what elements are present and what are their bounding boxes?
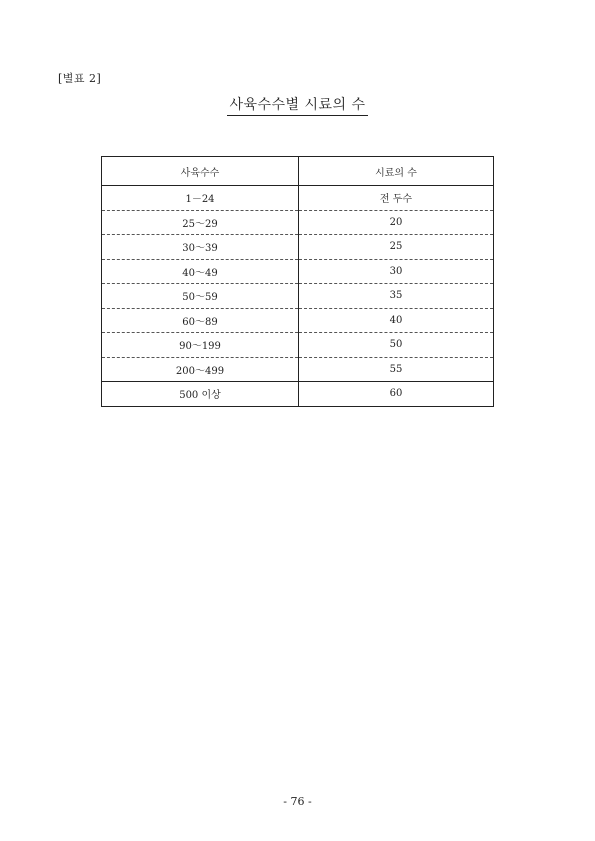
table-row bbox=[102, 382, 494, 407]
livestock-count-cell: 40～49 bbox=[102, 259, 299, 284]
table-row bbox=[102, 308, 494, 333]
livestock-count-cell: 500 이상 bbox=[102, 382, 299, 407]
livestock-count-cell: 25～29 bbox=[102, 210, 299, 235]
sample-count-cell: 20 bbox=[299, 210, 494, 235]
table-row bbox=[102, 357, 494, 382]
table-header-row bbox=[102, 157, 494, 186]
annex-label: [별표 2] bbox=[58, 72, 102, 85]
document-title bbox=[0, 94, 595, 116]
sample-count-cell: 전 두수 bbox=[379, 194, 413, 206]
livestock-count-cell: 60～89 bbox=[102, 308, 299, 333]
sample-count-cell: 50 bbox=[299, 333, 494, 358]
sample-count-table bbox=[101, 156, 494, 407]
livestock-count-cell: 200～499 bbox=[102, 357, 299, 382]
table-row bbox=[102, 333, 494, 358]
sample-count-cell: 25 bbox=[299, 235, 494, 260]
table-row bbox=[102, 235, 494, 260]
table-row bbox=[102, 284, 494, 309]
sample-count-cell: 40 bbox=[299, 308, 494, 333]
sample-count-cell: 60 bbox=[299, 382, 494, 407]
livestock-count-cell: 30～39 bbox=[102, 235, 299, 260]
sample-count-cell: 55 bbox=[299, 357, 494, 382]
livestock-count-cell: 1－24 bbox=[102, 186, 299, 211]
table-row bbox=[102, 210, 494, 235]
table-row bbox=[102, 186, 494, 211]
table-row bbox=[102, 259, 494, 284]
livestock-count-cell: 50～59 bbox=[102, 284, 299, 309]
document-title-text: 사육수수별 시료의 수 bbox=[227, 94, 367, 116]
header-sample-count: 시료의 수 bbox=[299, 157, 494, 186]
page-number: - 76 - bbox=[283, 795, 312, 808]
sample-count-cell: 35 bbox=[299, 284, 494, 309]
livestock-count-cell: 90～199 bbox=[102, 333, 299, 358]
sample-count-cell: 30 bbox=[299, 259, 494, 284]
header-livestock-count: 사육수수 bbox=[102, 157, 299, 186]
